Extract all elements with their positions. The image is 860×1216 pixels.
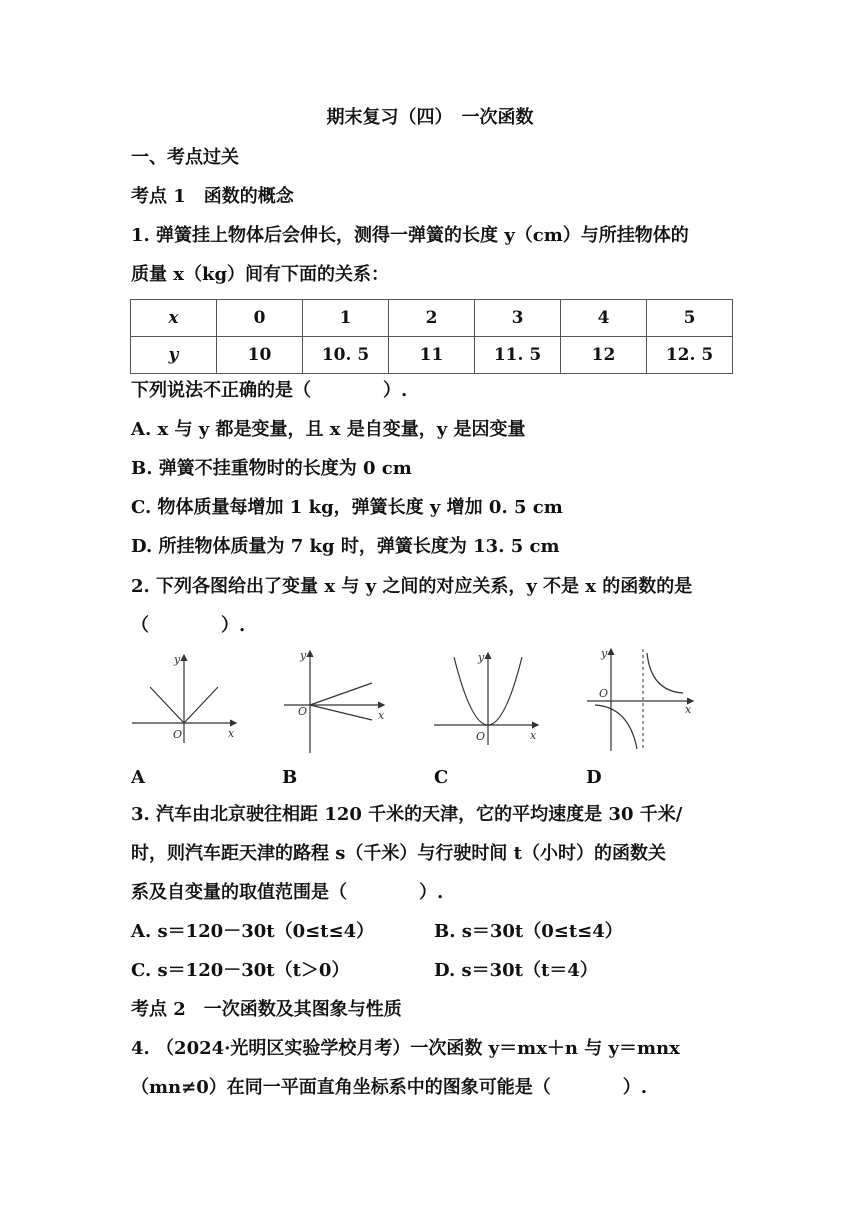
- curve: [310, 683, 372, 705]
- origin-label: O: [599, 687, 609, 700]
- graph-d: [585, 645, 697, 755]
- table-cell: 0: [217, 300, 303, 337]
- table-cell: 11. 5: [475, 337, 561, 374]
- table-cell: 1: [303, 300, 389, 337]
- y-axis-label: y: [300, 649, 307, 662]
- topic-heading-1: 考点 1 函数的概念: [131, 186, 294, 207]
- question-1-line-1: 1. 弹簧挂上物体后会伸长，测得一弹簧的长度 y（cm）与所挂物体的: [131, 225, 689, 246]
- question-3-option-a: A. s＝120－30t（0≤t≤4）: [131, 921, 375, 942]
- question-3-option-c: C. s＝120－30t（t＞0）: [131, 960, 350, 981]
- origin-label: O: [298, 705, 308, 718]
- y-axis-label: y: [174, 653, 181, 666]
- table-cell: 10: [217, 337, 303, 374]
- graph-c: [432, 645, 542, 745]
- curve: [310, 705, 372, 720]
- question-2-line-1: 2. 下列各图给出了变量 x 与 y 之间的对应关系，y 不是 x 的函数的是: [131, 576, 693, 597]
- question-2-line-2: （ ）.: [131, 615, 246, 636]
- table-cell: 2: [389, 300, 475, 337]
- page-title: 期末复习（四） 一次函数: [326, 107, 534, 128]
- question-4-line-2: （mn≠0）在同一平面直角坐标系中的图象可能是（ ）.: [131, 1077, 648, 1098]
- question-3-option-d: D. s＝30t（t＝4）: [434, 960, 598, 981]
- data-table: [130, 299, 733, 374]
- graph-label-a: A: [131, 767, 145, 788]
- origin-label: O: [173, 728, 183, 741]
- table-cell: 3: [475, 300, 561, 337]
- question-1-option-d: D. 所挂物体质量为 7 kg 时，弹簧长度为 13. 5 cm: [131, 536, 560, 557]
- topic-heading-2: 考点 2 一次函数及其图象与性质: [131, 999, 402, 1020]
- table-cell: 11: [389, 337, 475, 374]
- x-axis-label: x: [378, 709, 385, 722]
- table-header-y: y: [131, 337, 217, 374]
- question-4-line-1: 4. （2024·光明区实验学校月考）一次函数 y＝mx＋n 与 y＝mnx: [131, 1038, 680, 1059]
- question-1-option-c: C. 物体质量每增加 1 kg，弹簧长度 y 增加 0. 5 cm: [131, 497, 563, 518]
- question-3-line-3: 系及自变量的取值范围是（ ）.: [131, 882, 444, 903]
- question-3-line-2: 时，则汽车距天津的路程 s（千米）与行驶时间 t（小时）的函数关: [131, 843, 666, 864]
- question-3-option-b: B. s＝30t（0≤t≤4）: [434, 921, 623, 942]
- curve: [595, 705, 637, 749]
- x-axis-label: x: [685, 703, 692, 716]
- question-3-line-1: 3. 汽车由北京驶往相距 120 千米的天津，它的平均速度是 30 千米/: [131, 804, 683, 825]
- table-cell: 5: [647, 300, 733, 337]
- graph-label-c: C: [434, 767, 449, 788]
- table-cell: 12. 5: [647, 337, 733, 374]
- graph-label-b: B: [282, 767, 298, 788]
- question-1-prompt: 下列说法不正确的是（ ）.: [131, 380, 408, 401]
- table-header-x: x: [131, 300, 217, 337]
- table-row-x: [131, 300, 733, 337]
- graph-label-d: D: [586, 767, 602, 788]
- table-cell: 10. 5: [303, 337, 389, 374]
- graph-b: [280, 645, 390, 755]
- question-1-line-2: 质量 x（kg）间有下面的关系：: [131, 264, 390, 285]
- table-row-y: [131, 337, 733, 374]
- question-1-option-a: A. x 与 y 都是变量，且 x 是自变量，y 是因变量: [131, 419, 526, 440]
- table-cell: 4: [561, 300, 647, 337]
- question-1-option-b: B. 弹簧不挂重物时的长度为 0 cm: [131, 458, 412, 479]
- x-axis-label: x: [228, 727, 235, 740]
- y-axis-label: y: [601, 647, 608, 660]
- curve: [647, 653, 683, 693]
- origin-label: O: [476, 730, 486, 743]
- y-axis-label: y: [478, 651, 485, 664]
- x-axis-label: x: [530, 729, 537, 742]
- section-heading: 一、考点过关: [131, 147, 239, 168]
- graph-a: [130, 645, 240, 745]
- table-cell: 12: [561, 337, 647, 374]
